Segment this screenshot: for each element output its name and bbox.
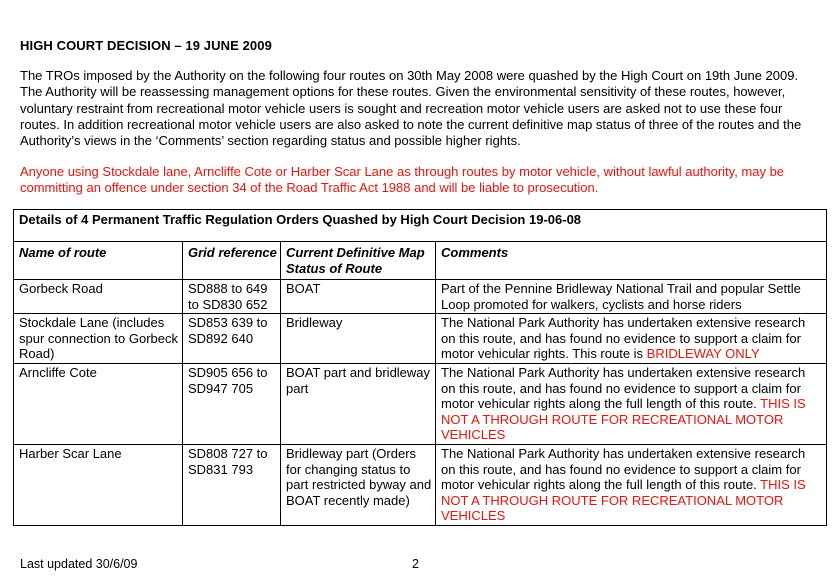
route-name-cell: Arncliffe Cote bbox=[14, 363, 183, 444]
grid-reference-cell: SD905 656 to SD947 705 bbox=[183, 363, 281, 444]
map-status-cell: BOAT bbox=[281, 280, 436, 314]
comment-warning-text: THIS IS NOT A THROUGH ROUTE FOR RECREATIONAL MOTOR VEHICLES bbox=[441, 477, 806, 524]
page-heading: HIGH COURT DECISION – 19 JUNE 2009 bbox=[20, 38, 272, 53]
comment-text: The National Park Authority has undertaken extensive research on this route, and has found no evidence to support a claim for motor vehicular rights along the full length of this route. bbox=[441, 364, 806, 412]
page-number: 2 bbox=[412, 557, 419, 571]
route-name-cell: Harber Scar Lane bbox=[14, 444, 183, 525]
comment-text: The National Park Authority has undertaken extensive research on this route, and has found no evidence to support a claim for motor vehicular rights along the full length of this route. bbox=[441, 445, 806, 493]
table-row bbox=[14, 444, 827, 525]
route-name-cell: Stockdale Lane (includes spur connection to Gorbeck Road) bbox=[14, 314, 183, 364]
header-grid-reference: Grid reference bbox=[183, 242, 281, 280]
grid-reference-cell: SD808 727 to SD831 793 bbox=[183, 444, 281, 525]
header-definitive-map-status: Current Definitive Map Status of Route bbox=[281, 242, 436, 280]
map-status-cell: BOAT part and bridleway part bbox=[281, 363, 436, 444]
route-name-cell: Gorbeck Road bbox=[14, 280, 183, 314]
header-comments: Comments bbox=[436, 242, 827, 280]
map-status-cell: Bridleway part (Orders for changing status to part restricted byway and BOAT recently made) bbox=[281, 444, 436, 525]
comments-cell bbox=[436, 280, 827, 314]
comments-cell bbox=[436, 444, 827, 525]
comment-text: The National Park Authority has undertaken extensive research on this route, and has found no evidence to support a claim for motor vehicular rights. This route is bbox=[441, 315, 806, 362]
last-updated: Last updated 30/6/09 bbox=[20, 557, 138, 571]
table-row bbox=[14, 314, 827, 364]
grid-reference-cell: SD888 to 649 to SD830 652 bbox=[183, 280, 281, 314]
prosecution-warning: Anyone using Stockdale lane, Arncliffe Cote or Harber Scar Lane as through routes by motor vehicle, without lawful authority, may be committing an offence under section 34 of the Road Traffic Act 1988 and will be liable to prosecution. bbox=[20, 164, 785, 196]
intro-paragraph: The TROs imposed by the Authority on the following four routes on 30th May 2008 were quashed by the High Court on 19th June 2009. The Authority will be reassessing management options for these routes. Given the environmental sensitivity of these routes, however, voluntary restraint from recreational motor vehicle users is sought and recreation motor vehicle users are asked not to use these four routes. In addition recreational motor vehicle users are also asked to note the current definitive map status of three of the routes and the Authority’s views in the ‘Comments’ section regarding status and possible higher rights. bbox=[20, 68, 802, 149]
table-caption: Details of 4 Permanent Traffic Regulation Orders Quashed by High Court Decision 19-06-08 bbox=[14, 210, 827, 242]
comment-text: Part of the Pennine Bridleway National Trail and popular Settle Loop promoted for walkers, cyclists and horse riders bbox=[441, 281, 801, 312]
comments-cell bbox=[436, 314, 827, 364]
grid-reference-cell: SD853 639 to SD892 640 bbox=[183, 314, 281, 364]
table-row bbox=[14, 363, 827, 444]
comment-warning-text: THIS IS NOT A THROUGH ROUTE FOR RECREATIONAL MOTOR VEHICLES bbox=[441, 396, 806, 443]
map-status-cell: Bridleway bbox=[281, 314, 436, 364]
comments-cell bbox=[436, 363, 827, 444]
comment-warning-text: BRIDLEWAY ONLY bbox=[646, 346, 760, 362]
header-name-of-route: Name of route bbox=[14, 242, 183, 280]
table-row bbox=[14, 280, 827, 314]
tro-table bbox=[13, 209, 827, 526]
